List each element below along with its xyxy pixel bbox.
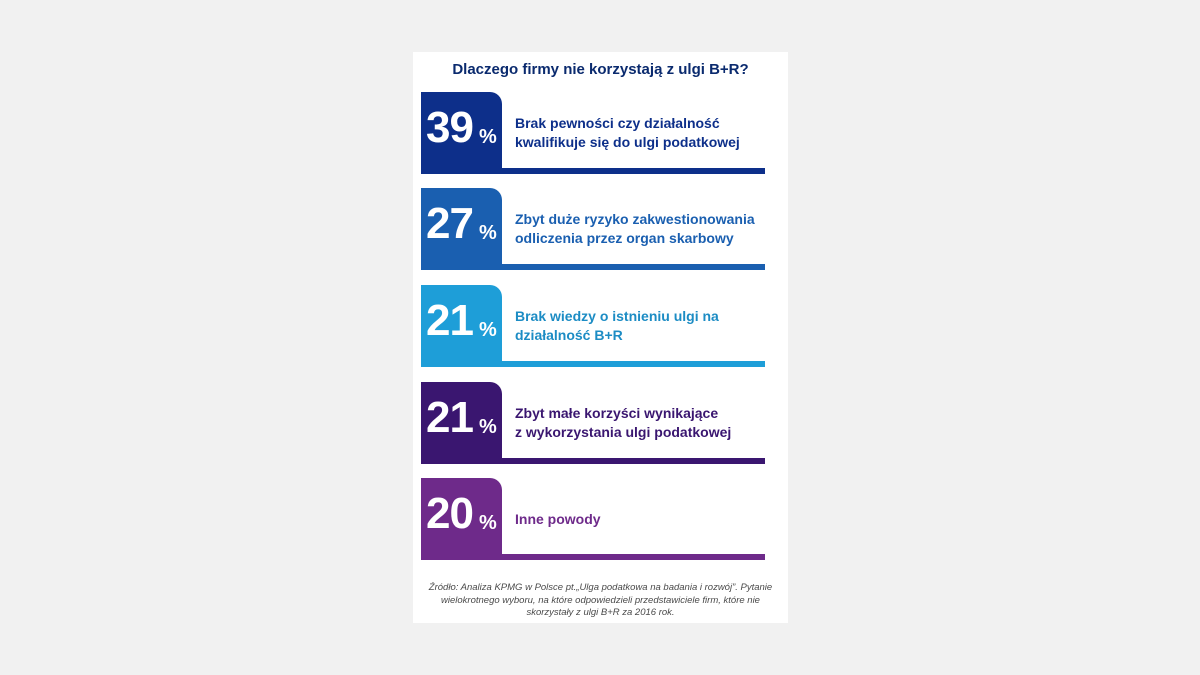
bar-row-3 [421,285,765,367]
category-label [515,510,765,529]
label-line-1: Inne powody [515,511,601,527]
percent-sign: % [479,512,497,534]
bar-row-4 [421,382,765,464]
bar-row-2 [421,188,765,270]
value-number: 39 [426,103,473,152]
value-number: 27 [426,199,473,248]
category-label [515,404,765,442]
label-line-1: Zbyt małe korzyści wynikające [515,405,719,421]
label-line-1: Zbyt duże ryzyko zakwestionowania [515,211,755,227]
source-note [419,582,782,620]
percent-sign: % [479,416,497,438]
label-line-2: działalność B+R [515,327,623,343]
percent-sign: % [479,319,497,341]
category-label [515,307,765,345]
source-line-1: Źródło: Analiza KPMG w Polsce pt.„Ulga podatkowa na badania i rozwój”. Pytanie [428,582,773,593]
label-line-2: z wykorzystania ulgi podatkowej [515,424,732,440]
source-line-3: skorzystały z ulgi B+R za 2016 rok. [526,607,675,618]
percent-sign: % [479,222,497,244]
label-line-1: Brak pewności czy działalność [515,115,720,131]
value-number: 21 [426,393,473,442]
label-line-2: odliczenia przez organ skarbowy [515,230,734,246]
value-badge [421,285,502,367]
value-badge [421,92,502,174]
bar-row-5 [421,478,765,560]
percent-sign: % [479,126,497,148]
bar-row-1 [421,92,765,174]
label-line-1: Brak wiedzy o istnieniu ulgi na [515,308,719,324]
infographic-card [413,52,788,623]
value-badge [421,478,502,560]
source-line-2: wielokrotnego wyboru, na które odpowiedzieli przedstawiciele firm, które nie [441,594,760,606]
value-badge [421,188,502,270]
value-number: 20 [426,489,473,538]
value-badge [421,382,502,464]
category-label [515,114,765,152]
value-number: 21 [426,296,473,345]
category-label [515,210,765,248]
label-line-2: kwalifikuje się do ulgi podatkowej [515,134,740,150]
chart-title: Dlaczego firmy nie korzystają z ulgi B+R? [452,61,749,78]
